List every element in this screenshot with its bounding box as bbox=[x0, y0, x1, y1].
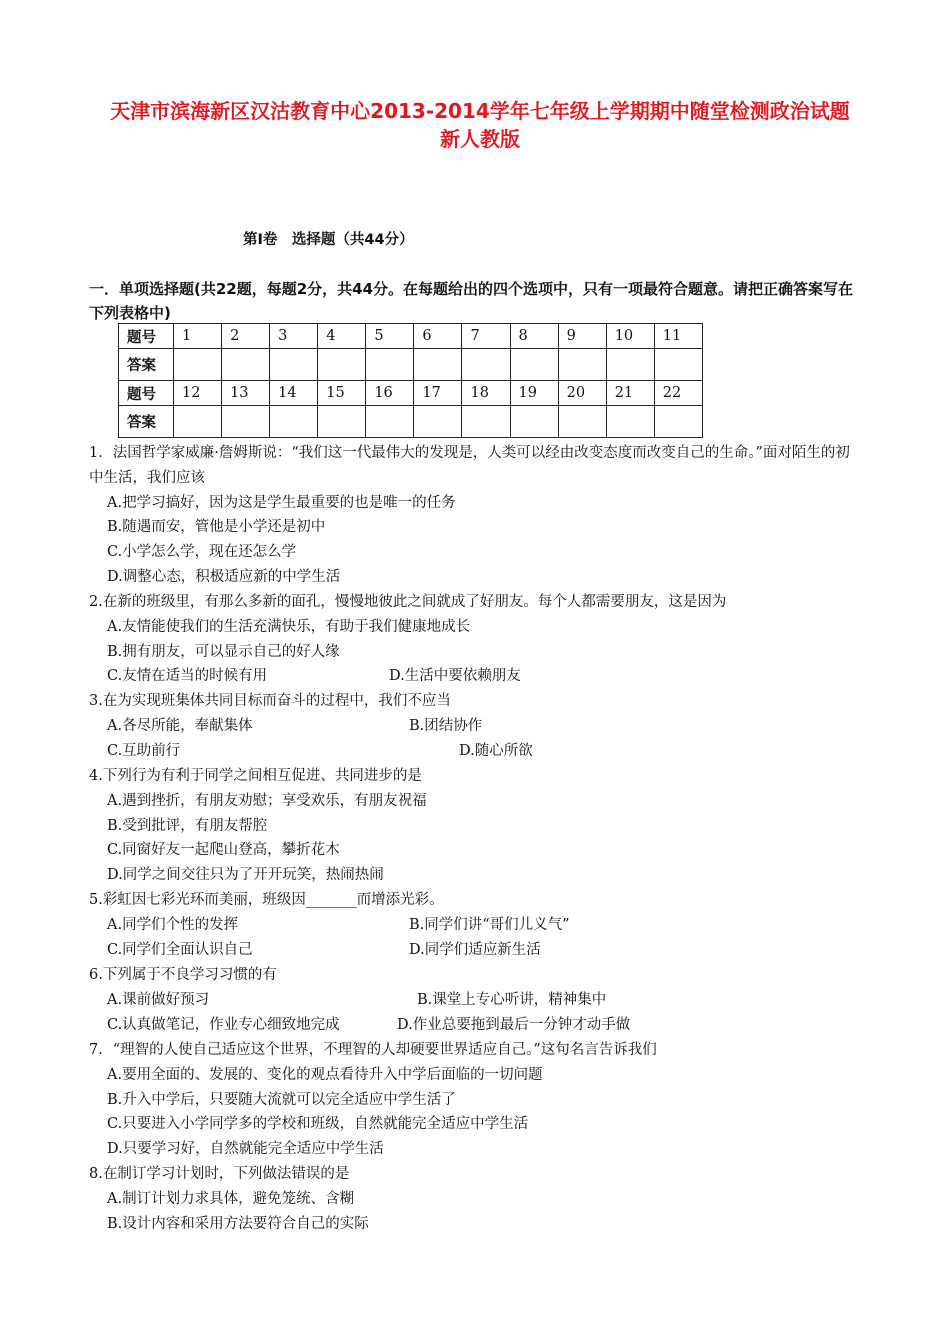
option-a: A.把学习搞好，因为这是学生最重要的也是唯一的任务 bbox=[107, 494, 456, 511]
option-c: C.只要进入小学同学多的学校和班级，自然就能完全适应中学生活 bbox=[107, 1116, 529, 1133]
answer-cell[interactable] bbox=[222, 406, 270, 438]
option-c: C.友情在适当的时候有用 bbox=[107, 668, 268, 685]
option-d: D.生活中要依赖朋友 bbox=[389, 668, 521, 685]
answer-cell[interactable] bbox=[222, 349, 270, 381]
option-d: D.同学之间交往只为了开开玩笑，热闹热闹 bbox=[107, 867, 384, 884]
option-a: A.课前做好预习 bbox=[107, 991, 210, 1008]
question-8 bbox=[89, 1162, 864, 1236]
option-a: A.要用全面的、发展的、变化的观点看待升入中学后面临的一切问题 bbox=[107, 1066, 543, 1083]
option-b: B.受到批评，有朋友帮腔 bbox=[107, 817, 268, 834]
question-stem: 8.在制订学习计划时，下列做法错误的是 bbox=[89, 1166, 350, 1182]
answer-cell[interactable] bbox=[366, 406, 414, 438]
option-b: B.拥有朋友，可以显示自己的好人缘 bbox=[107, 643, 340, 660]
number-cell: 21 bbox=[606, 381, 654, 406]
question-1 bbox=[89, 441, 864, 590]
number-cell: 22 bbox=[654, 381, 702, 406]
option-b: B.同学们讲“哥们儿义气” bbox=[409, 916, 570, 933]
number-cell: 4 bbox=[318, 324, 366, 349]
question-3 bbox=[89, 689, 864, 763]
question-stem: 6.下列属于不良学习习惯的有 bbox=[89, 967, 277, 983]
table-row bbox=[119, 381, 703, 406]
number-cell: 20 bbox=[558, 381, 606, 406]
number-cell: 1 bbox=[174, 324, 222, 349]
number-cell: 12 bbox=[174, 381, 222, 406]
option-c: C.同学们全面认识自己 bbox=[107, 941, 253, 958]
question-stem: 1．法国哲学家威廉·詹姆斯说：“我们这一代最伟大的发现是，人类可以经由改变态度而改变自己的生命。”面对陌生的初中生活，我们应该 bbox=[89, 445, 850, 486]
number-cell: 3 bbox=[270, 324, 318, 349]
question-4 bbox=[89, 764, 864, 888]
option-a: A.各尽所能，奉献集体 bbox=[107, 717, 253, 734]
option-d: D.同学们适应新生活 bbox=[409, 941, 541, 958]
number-cell: 5 bbox=[366, 324, 414, 349]
answer-cell[interactable] bbox=[558, 349, 606, 381]
question-stem: 3.在为实现班集体共同目标而奋斗的过程中，我们不应当 bbox=[89, 693, 451, 709]
table-row bbox=[119, 324, 703, 349]
question-stem: 7．“理智的人使自己适应这个世界，不理智的人却硬要世界适应自己。”这句名言告诉我们 bbox=[89, 1042, 657, 1058]
number-label: 题号 bbox=[119, 381, 174, 406]
question-stem: 5.彩虹因七彩光环而美丽，班级因_______而增添光彩。 bbox=[89, 892, 444, 908]
question-stem: 2.在新的班级里，有那么多新的面孔，慢慢地彼此之间就成了好朋友。每个人都需要朋友，这是因为 bbox=[89, 594, 727, 610]
answer-cell[interactable] bbox=[174, 349, 222, 381]
answer-cell[interactable] bbox=[318, 349, 366, 381]
number-cell: 14 bbox=[270, 381, 318, 406]
number-cell: 19 bbox=[510, 381, 558, 406]
answer-cell[interactable] bbox=[414, 349, 462, 381]
table-row bbox=[119, 406, 703, 438]
instructions: 一．单项选择题(共22题，每题2分，共44分。在每题给出的四个选项中，只有一项最符合题意。请把正确答案写在下列表格中) bbox=[89, 280, 854, 322]
option-row bbox=[89, 938, 864, 963]
number-cell: 8 bbox=[510, 324, 558, 349]
option-b: B.设计内容和采用方法要符合自己的实际 bbox=[107, 1215, 369, 1232]
option-b: B.随遇而安，管他是小学还是初中 bbox=[107, 519, 326, 536]
section-heading: 第Ⅰ卷 选择题（共44分） bbox=[243, 232, 414, 248]
number-cell: 7 bbox=[462, 324, 510, 349]
answer-cell[interactable] bbox=[558, 406, 606, 438]
number-cell: 17 bbox=[414, 381, 462, 406]
option-c: C.认真做笔记，作业专心细致地完成 bbox=[107, 1016, 340, 1033]
question-stem: 4.下列行为有利于同学之间相互促进、共同进步的是 bbox=[89, 768, 422, 784]
option-row bbox=[89, 913, 864, 938]
answer-label: 答案 bbox=[119, 349, 174, 381]
option-d: D.作业总要拖到最后一分钟才动手做 bbox=[397, 1016, 631, 1033]
option-c: C.互助前行 bbox=[107, 742, 181, 759]
number-cell: 6 bbox=[414, 324, 462, 349]
answer-cell[interactable] bbox=[510, 406, 558, 438]
option-a: A.友情能使我们的生活充满快乐，有助于我们健康地成长 bbox=[107, 618, 471, 635]
number-cell: 18 bbox=[462, 381, 510, 406]
option-c: C.小学怎么学，现在还怎么学 bbox=[107, 544, 297, 561]
document-title: 天津市滨海新区汉沽教育中心2013-2014学年七年级上学期期中随堂检测政治试题 新人教版 bbox=[110, 99, 850, 151]
question-7 bbox=[89, 1038, 864, 1162]
option-row bbox=[89, 1013, 864, 1038]
number-cell: 9 bbox=[558, 324, 606, 349]
number-label: 题号 bbox=[119, 324, 174, 349]
number-cell: 10 bbox=[606, 324, 654, 349]
answer-cell[interactable] bbox=[606, 349, 654, 381]
answer-cell[interactable] bbox=[366, 349, 414, 381]
option-row bbox=[89, 664, 864, 689]
answer-cell[interactable] bbox=[654, 349, 702, 381]
question-6 bbox=[89, 963, 864, 1037]
answer-cell[interactable] bbox=[174, 406, 222, 438]
answer-cell[interactable] bbox=[510, 349, 558, 381]
answer-cell[interactable] bbox=[270, 406, 318, 438]
option-b: B.团结协作 bbox=[409, 717, 483, 734]
option-a: A.制订计划力求具体，避免笼统、含糊 bbox=[107, 1190, 355, 1207]
answer-cell[interactable] bbox=[270, 349, 318, 381]
number-cell: 15 bbox=[318, 381, 366, 406]
answer-cell[interactable] bbox=[654, 406, 702, 438]
option-row bbox=[89, 988, 864, 1013]
question-2 bbox=[89, 590, 864, 689]
number-cell: 2 bbox=[222, 324, 270, 349]
answer-cell[interactable] bbox=[318, 406, 366, 438]
answer-cell[interactable] bbox=[606, 406, 654, 438]
answer-cell[interactable] bbox=[462, 349, 510, 381]
option-b: B.课堂上专心听讲，精神集中 bbox=[417, 991, 607, 1008]
option-d: D.调整心态，积极适应新的中学生活 bbox=[107, 568, 341, 585]
number-cell: 16 bbox=[366, 381, 414, 406]
option-d: D.随心所欲 bbox=[459, 742, 533, 759]
option-a: A.遇到挫折，有朋友劝慰；享受欢乐，有朋友祝福 bbox=[107, 792, 427, 809]
answer-cell[interactable] bbox=[462, 406, 510, 438]
number-cell: 11 bbox=[654, 324, 702, 349]
answer-cell[interactable] bbox=[414, 406, 462, 438]
option-c: C.同窗好友一起爬山登高，攀折花木 bbox=[107, 842, 340, 859]
table-row bbox=[119, 349, 703, 381]
answer-table bbox=[118, 323, 703, 438]
option-d: D.只要学习好，自然就能完全适应中学生活 bbox=[107, 1141, 384, 1158]
answer-label: 答案 bbox=[119, 406, 174, 438]
option-a: A.同学们个性的发挥 bbox=[107, 916, 239, 933]
option-row bbox=[89, 714, 864, 739]
option-row bbox=[89, 739, 864, 764]
question-5 bbox=[89, 888, 864, 962]
number-cell: 13 bbox=[222, 381, 270, 406]
option-b: B.升入中学后，只要随大流就可以完全适应中学生活了 bbox=[107, 1091, 456, 1108]
